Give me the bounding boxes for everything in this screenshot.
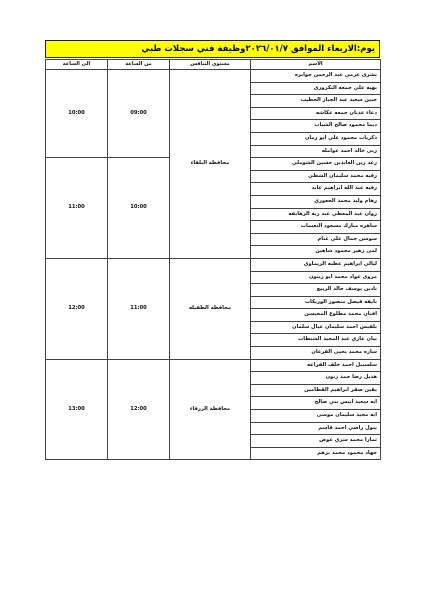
to-time: 12:00 — [46, 258, 108, 359]
table-row — [46, 258, 381, 271]
candidate-name: ساهره مبارك مسعود النعيمات — [251, 221, 381, 234]
schedule-table — [45, 59, 381, 460]
candidate-name: هديل رضا حمد زنون — [251, 372, 381, 385]
to-time: 11:00 — [46, 158, 108, 259]
candidate-name: افنان محمد مطلوع المحيسن — [251, 309, 381, 322]
from-time: 12:00 — [108, 359, 170, 460]
candidate-name: بشرى عزمي عبد الرحمن جوابره — [251, 70, 381, 83]
governorate-cell: محافظة الطفيله — [170, 258, 251, 359]
candidate-name: بيان غازي عبد المجيد الشبطات — [251, 334, 381, 347]
candidate-name: ربى خالد احمد عوامله — [251, 145, 381, 158]
header-row — [46, 60, 381, 70]
candidate-name: ايه مجيد سليمان موسى — [251, 410, 381, 423]
candidate-name: بلقيس احمد سليمان عيال سلمان — [251, 321, 381, 334]
candidate-name: يقين صقر ابراهيم القطامين — [251, 384, 381, 397]
candidate-name: جهاد محمود محمد برهم — [251, 447, 381, 460]
candidate-name: رقيه محمد سليمان الشطي — [251, 170, 381, 183]
from-time: 09:00 — [108, 70, 170, 158]
table-row — [46, 70, 381, 83]
candidate-name: لمى زهير محمود شاهين — [251, 246, 381, 259]
header-name: الاسم — [251, 60, 381, 70]
candidate-name: نايفه فيصل منصور الوريكات — [251, 296, 381, 309]
candidate-name: ذكريات محمود علي ابو رمان — [251, 132, 381, 145]
candidate-name: تمارا محمد سري عوض — [251, 435, 381, 448]
candidate-name: نادين يوسف خالد الربيع — [251, 284, 381, 297]
candidate-name: ساره محمد يحيى القرعان — [251, 347, 381, 360]
header-to: الى الساعة — [46, 60, 108, 70]
table-row — [46, 359, 381, 372]
governorate-cell: محافظة البلقاء — [170, 70, 251, 259]
from-time: 11:00 — [108, 258, 170, 359]
candidate-name: رهام وليد محمد الجعوري — [251, 195, 381, 208]
candidate-name: بتول راضي احمد قاسم — [251, 422, 381, 435]
schedule-sheet — [45, 40, 380, 460]
page-title: يوم:الاربعاء الموافق ٢٠٢٦/٠١/٧وظيفة فني سجلات طبي — [45, 40, 380, 58]
to-time: 13:00 — [46, 359, 108, 460]
candidate-name: مروى عواد محمد ابو زيتون — [251, 271, 381, 284]
candidate-name: بهيه علي جمعه النكروري — [251, 82, 381, 95]
candidate-name: رقيه عبد الله ابراهيم عايد — [251, 183, 381, 196]
governorate-cell: محافظة الزرقاء — [170, 359, 251, 460]
candidate-name: رغد زين العابدين حسين الشوملي — [251, 158, 381, 171]
candidate-name: روان عبد المعطي عبد ربه الرهايفه — [251, 208, 381, 221]
candidate-name: حنين سعيد عبد الجبار الخطيب — [251, 95, 381, 108]
from-time: 10:00 — [108, 158, 170, 259]
candidate-name: ديما محمود صالح الشياب — [251, 120, 381, 133]
header-governorate: مستوى التنافس — [170, 60, 251, 70]
candidate-name: ايه سعيد انيس بني صالح — [251, 397, 381, 410]
candidate-name: ليالي ابراهيم عطيه الريماوي — [251, 258, 381, 271]
header-from: من الساعة — [108, 60, 170, 70]
candidate-name: دعاء عدنان جمعه عكاشه — [251, 107, 381, 120]
candidate-name: سوسن جمال علي غنام — [251, 233, 381, 246]
candidate-name: سلسبيل احمد خلف القراعه — [251, 359, 381, 372]
to-time: 10:00 — [46, 70, 108, 158]
